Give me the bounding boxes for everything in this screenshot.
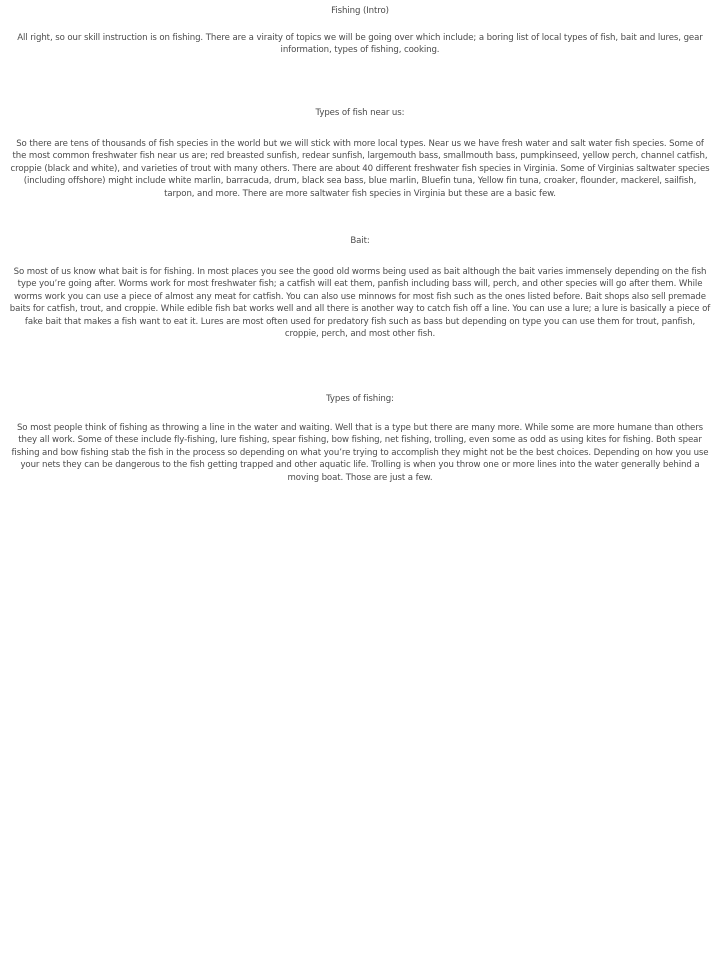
document-title: Fishing (Intro) [331, 6, 389, 16]
section-body-bait: So most of us know what bait is for fishing. In most places you see the good old worms being used as bait although the bait varies immensely depending on the fish type you’re going after. Worms work for most freshwater fish; a catfish will eat them, panfish including bass will, perch, and other species will go after them. While worms work you can use a piece of almost any meat for catfish. You can also use minnows for most fish such as the ones listed before. Bait shops also sell premade baits for catfish, trout, and croppie. While edible fish bat works well and all there is another way to catch fish off a line. You can use a lure; a lure is basically a piece of fake bait that makes a fish want to eat it. Lures are most often used for predatory fish such as bass but depending on type you can use them for trout, panfish, croppie, perch, and most other fish. [9, 267, 711, 340]
section-body-fish-types: So there are tens of thousands of fish species in the world but we will stick with more local types. Near us we have fresh water and salt water fish species. Some of the most common freshwater fish near us are; red breasted sunfish, redear sunfish, largemouth bass, smallmouth bass, pumpkinseed, yellow perch, channel catfish, croppie (black and white), and varieties of trout with many others. There are about 40 different freshwater fish species in Virginia. Some of Virginias saltwater species (including offshore) might include white marlin, barracuda, drum, black sea bass, blue marlin, Bluefin tuna, Yellow fin tuna, croaker, flounder, mackerel, sailfish, tarpon, and more. There are more saltwater fish species in Virginia but these are a basic few. [10, 139, 710, 199]
section-heading-fish-types: Types of fish near us: [315, 108, 405, 118]
section-heading-fishing-types: Types of fishing: [326, 394, 394, 404]
section-heading-bait: Bait: [350, 236, 370, 246]
section-body-fishing-types: So most people think of fishing as throwing a line in the water and waiting. Well that is a type but there are many more. While some are more humane than others they all work. Some of these include fly-fishing, lure fishing, spear fishing, bow fishing, net fishing, trolling, even some as odd as using kites for fishing. Both spear fishing and bow fishing stab the fish in the process so depending on what you’re trying to accomplish they might not be the best choices. Depending on how you use your nets they can be dangerous to the fish getting trapped and other aquatic life. Trolling is when you throw one or more lines into the water generally behind a moving boat. Those are just a few. [11, 423, 709, 483]
intro-paragraph: All right, so our skill instruction is on fishing. There are a viraity of topics we will be going over which include; a boring list of local types of fish, bait and lures, gear information, types of fishing, cooking. [17, 33, 703, 56]
